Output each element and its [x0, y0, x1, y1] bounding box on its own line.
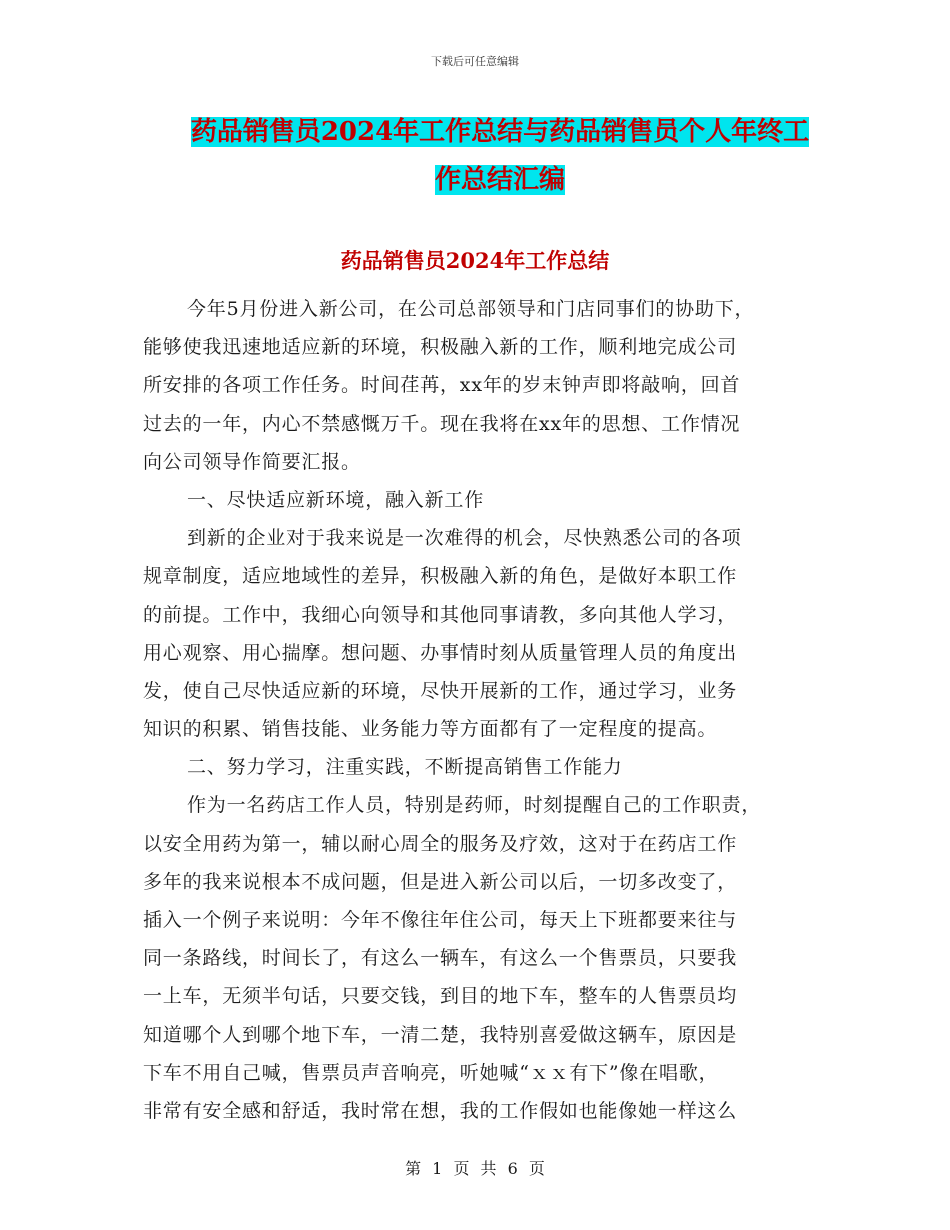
body-line: 今年5月份进入新公司，在公司总部领导和门店同事们的协助下， — [187, 298, 755, 320]
body-line: 发，使自己尽快适应新的环境，尽快开展新的工作，通过学习，业务 — [143, 679, 738, 702]
body-line: 所安排的各项工作任务。时间荏苒，xx年的岁末钟声即将敲响，回首 — [143, 374, 741, 397]
body-line: 知道哪个人到哪个地下车，一清二楚，我特别喜爱做这辆车，原因是 — [143, 1023, 738, 1046]
page-number: 第 1 页 共 6 页 — [405, 1159, 545, 1178]
body-line: 一上车，无须半句话，只要交钱，到目的地下车，整车的人售票员均 — [143, 985, 738, 1008]
body-line: 能够使我迅速地适应新的环境，积极融入新的工作，顺利地完成公司 — [143, 336, 738, 359]
subheading-1: 一、尽快适应新环境，融入新工作 — [187, 488, 485, 511]
subheading-2: 二、努力学习，注重实践，不断提高销售工作能力 — [187, 756, 623, 779]
body-line: 作为一名药店工作人员，特别是药师，时刻提醒自己的工作职责， — [187, 794, 762, 817]
body-line: 规章制度，适应地域性的差异，积极融入新的角色，是做好本职工作 — [143, 565, 738, 588]
body-line: 的前提。工作中，我细心向领导和其他同事请教，多向其他人学习， — [143, 603, 738, 626]
body-line: 多年的我来说根本不成问题，但是进入新公司以后，一切多改变了， — [143, 870, 738, 893]
body-line: 过去的一年，内心不禁感慨万千。现在我将在xx年的思想、工作情况 — [143, 412, 741, 435]
body-line: 知识的积累、销售技能、业务能力等方面都有了一定程度的提高。 — [143, 718, 718, 741]
page-header-note: 下载后可任意编辑 — [431, 55, 519, 68]
body-line: 非常有安全感和舒适，我时常在想，我的工作假如也能像她一样这么 — [143, 1099, 738, 1122]
section-title: 药品销售员2024年工作总结 — [340, 248, 610, 273]
body-line: 以安全用药为第一，辅以耐心周全的服务及疗效，这对于在药店工作 — [143, 832, 738, 855]
document-title-line-2: 作总结汇编 — [434, 165, 565, 195]
body-text — [143, 290, 805, 1130]
body-line: 插入一个例子来说明：今年不像往年住公司，每天上下班都要来往与 — [143, 909, 738, 931]
body-line: 下车不用自己喊，售票员声音响亮，听她喊“ｘｘ有下”像在唱歌， — [143, 1061, 719, 1084]
document-title-line-1: 药品销售员2024年工作总结与药品销售员个人年终工 — [190, 117, 810, 147]
body-line: 向公司领导作简要汇报。 — [143, 450, 361, 473]
body-line: 到新的企业对于我来说是一次难得的机会，尽快熟悉公司的各项 — [187, 527, 742, 550]
body-line: 同一条路线，时间长了，有这么一辆车，有这么一个售票员，只要我 — [143, 947, 738, 970]
body-line: 用心观察、用心揣摩。想问题、办事情时刻从质量管理人员的角度出 — [143, 641, 738, 664]
document-title — [150, 108, 850, 204]
